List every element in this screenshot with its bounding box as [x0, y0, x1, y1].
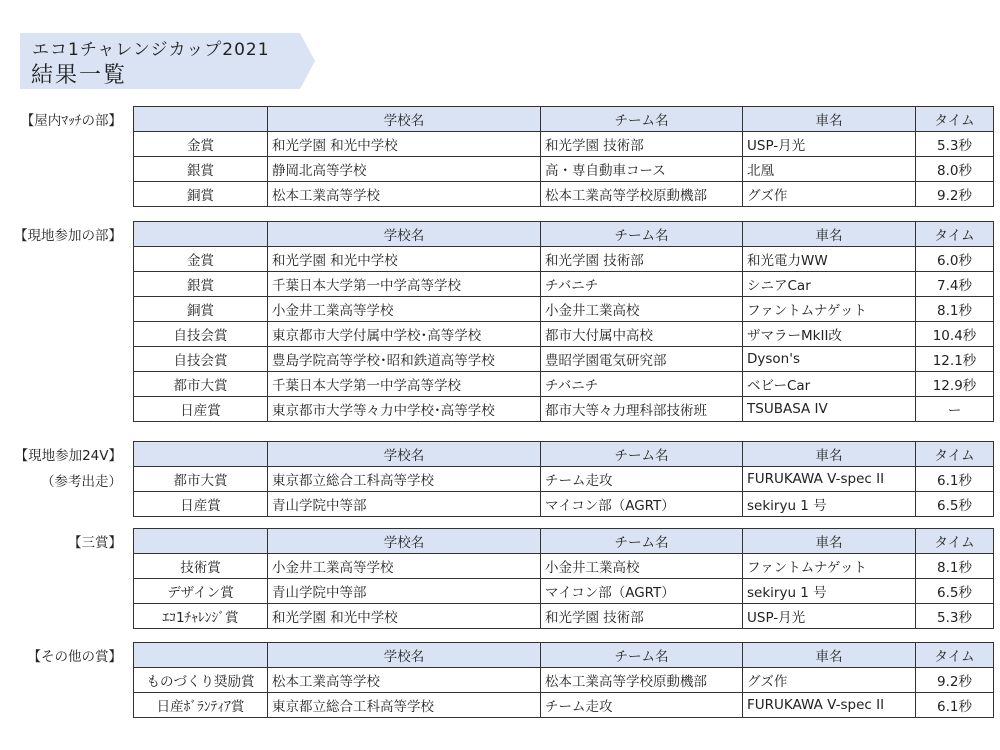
section-label: 【三賞】: [68, 535, 122, 551]
table-row: [134, 668, 994, 693]
time-cell: 6.5秒: [916, 492, 994, 517]
page-title: 結果一覧: [31, 63, 128, 88]
table-row: [134, 297, 994, 322]
table-row: [134, 372, 994, 397]
column-header-car: 車名: [743, 107, 916, 132]
column-header-car: 車名: [743, 442, 916, 467]
time-cell: 9.2秒: [916, 182, 994, 207]
time-cell: 5.3秒: [916, 132, 994, 157]
school-cell: 東京都立総合工科高等学校: [268, 467, 541, 492]
table-row: [134, 492, 994, 517]
table-header-row: [134, 529, 994, 554]
table-row: [134, 397, 994, 422]
school-cell: 東京都市大学等々力中学校･高等学校: [268, 397, 541, 422]
time-cell: 5.3秒: [916, 604, 994, 629]
award-cell: 銀賞: [134, 157, 268, 182]
column-header-award: [134, 222, 268, 247]
team-cell: 和光学園 技術部: [541, 247, 743, 272]
car-cell: グズ作: [743, 668, 916, 693]
school-cell: 小金井工業高等学校: [268, 297, 541, 322]
time-cell: 6.5秒: [916, 579, 994, 604]
award-cell: 日産ﾎﾞﾗﾝﾃｨｱ賞: [134, 693, 268, 718]
school-cell: 小金井工業高等学校: [268, 554, 541, 579]
column-header-school: 学校名: [268, 107, 541, 132]
school-cell: 青山学院中等部: [268, 492, 541, 517]
column-header-team: チーム名: [541, 222, 743, 247]
car-cell: FURUKAWA V-spec II: [743, 467, 916, 492]
column-header-car: 車名: [743, 529, 916, 554]
time-cell: 10.4秒: [916, 322, 994, 347]
time-cell: 6.1秒: [916, 467, 994, 492]
school-cell: 和光学園 和光中学校: [268, 604, 541, 629]
section-sublabel: （参考出走）: [41, 474, 122, 490]
school-cell: 静岡北高等学校: [268, 157, 541, 182]
column-header-school: 学校名: [268, 222, 541, 247]
car-cell: シニアCar: [743, 272, 916, 297]
school-cell: 豊島学院高等学校･昭和鉄道高等学校: [268, 347, 541, 372]
results-table: [133, 106, 994, 207]
team-cell: チーム走攻: [541, 467, 743, 492]
team-cell: 松本工業高等学校原動機部: [541, 668, 743, 693]
column-header-time: タイム: [916, 529, 994, 554]
column-header-team: チーム名: [541, 529, 743, 554]
car-cell: グズ作: [743, 182, 916, 207]
award-cell: 都市大賞: [134, 467, 268, 492]
column-header-team: チーム名: [541, 107, 743, 132]
column-header-award: [134, 529, 268, 554]
car-cell: USP-月光: [743, 132, 916, 157]
column-header-award: [134, 442, 268, 467]
award-cell: 金賞: [134, 132, 268, 157]
school-cell: 東京都市大学付属中学校･高等学校: [268, 322, 541, 347]
car-cell: sekiryu 1 号: [743, 492, 916, 517]
team-cell: 都市大等々力理科部技術班: [541, 397, 743, 422]
column-header-school: 学校名: [268, 529, 541, 554]
car-cell: ベビーCar: [743, 372, 916, 397]
column-header-school: 学校名: [268, 643, 541, 668]
time-cell: ー: [916, 397, 994, 422]
table-header-row: [134, 107, 994, 132]
column-header-award: [134, 107, 268, 132]
team-cell: 小金井工業高校: [541, 554, 743, 579]
team-cell: 和光学園 技術部: [541, 132, 743, 157]
column-header-car: 車名: [743, 643, 916, 668]
section-label: 【その他の賞】: [27, 649, 122, 665]
column-header-time: タイム: [916, 442, 994, 467]
award-cell: 自技会賞: [134, 347, 268, 372]
results-table: [133, 528, 994, 629]
time-cell: 12.9秒: [916, 372, 994, 397]
car-cell: USP-月光: [743, 604, 916, 629]
team-cell: チバニチ: [541, 372, 743, 397]
results-table: [133, 221, 994, 422]
table-row: [134, 247, 994, 272]
award-cell: ものづくり奨励賞: [134, 668, 268, 693]
table-header-row: [134, 643, 994, 668]
award-cell: 金賞: [134, 247, 268, 272]
table-row: [134, 693, 994, 718]
team-cell: 松本工業高等学校原動機部: [541, 182, 743, 207]
team-cell: 和光学園 技術部: [541, 604, 743, 629]
award-cell: 銅賞: [134, 297, 268, 322]
car-cell: sekiryu 1 号: [743, 579, 916, 604]
award-cell: 自技会賞: [134, 322, 268, 347]
table-row: [134, 579, 994, 604]
school-cell: 松本工業高等学校: [268, 182, 541, 207]
section-label: 【現地参加の部】: [14, 228, 122, 244]
section-label: 【現地参加24V】: [14, 448, 122, 464]
results-table: [133, 441, 994, 517]
team-cell: マイコン部（AGRT）: [541, 492, 743, 517]
results-table: [133, 642, 994, 718]
car-cell: ザマラーMkII改: [743, 322, 916, 347]
car-cell: FURUKAWA V-spec II: [743, 693, 916, 718]
time-cell: 6.1秒: [916, 693, 994, 718]
table-header-row: [134, 222, 994, 247]
award-cell: ｴｺ1ﾁｬﾚﾝｼﾞ賞: [134, 604, 268, 629]
time-cell: 9.2秒: [916, 668, 994, 693]
time-cell: 7.4秒: [916, 272, 994, 297]
team-cell: マイコン部（AGRT）: [541, 579, 743, 604]
column-header-award: [134, 643, 268, 668]
time-cell: 6.0秒: [916, 247, 994, 272]
table-row: [134, 467, 994, 492]
team-cell: チバニチ: [541, 272, 743, 297]
event-title: エコ1チャレンジカップ2021: [32, 40, 270, 60]
time-cell: 8.0秒: [916, 157, 994, 182]
team-cell: 高・専自動車コース: [541, 157, 743, 182]
team-cell: 都市大付属中高校: [541, 322, 743, 347]
school-cell: 松本工業高等学校: [268, 668, 541, 693]
team-cell: 小金井工業高校: [541, 297, 743, 322]
table-row: [134, 604, 994, 629]
time-cell: 8.1秒: [916, 554, 994, 579]
car-cell: TSUBASA IV: [743, 397, 916, 422]
column-header-car: 車名: [743, 222, 916, 247]
time-cell: 12.1秒: [916, 347, 994, 372]
table-row: [134, 347, 994, 372]
award-cell: デザイン賞: [134, 579, 268, 604]
award-cell: 銅賞: [134, 182, 268, 207]
table-header-row: [134, 442, 994, 467]
table-row: [134, 157, 994, 182]
school-cell: 東京都立総合工科高等学校: [268, 693, 541, 718]
table-row: [134, 554, 994, 579]
table-row: [134, 272, 994, 297]
award-cell: 都市大賞: [134, 372, 268, 397]
team-cell: 豊昭学園電気研究部: [541, 347, 743, 372]
school-cell: 千葉日本大学第一中学高等学校: [268, 272, 541, 297]
column-header-time: タイム: [916, 222, 994, 247]
award-cell: 日産賞: [134, 492, 268, 517]
table-row: [134, 322, 994, 347]
car-cell: 北凰: [743, 157, 916, 182]
school-cell: 和光学園 和光中学校: [268, 247, 541, 272]
award-cell: 日産賞: [134, 397, 268, 422]
column-header-school: 学校名: [268, 442, 541, 467]
column-header-team: チーム名: [541, 643, 743, 668]
section-label: 【屋内ﾏｯﾁの部】: [20, 113, 122, 129]
school-cell: 千葉日本大学第一中学高等学校: [268, 372, 541, 397]
school-cell: 青山学院中等部: [268, 579, 541, 604]
award-cell: 技術賞: [134, 554, 268, 579]
car-cell: 和光電力WW: [743, 247, 916, 272]
column-header-team: チーム名: [541, 442, 743, 467]
school-cell: 和光学園 和光中学校: [268, 132, 541, 157]
car-cell: ファントムナゲット: [743, 554, 916, 579]
award-cell: 銀賞: [134, 272, 268, 297]
time-cell: 8.1秒: [916, 297, 994, 322]
car-cell: ファントムナゲット: [743, 297, 916, 322]
team-cell: チーム走攻: [541, 693, 743, 718]
table-row: [134, 182, 994, 207]
column-header-time: タイム: [916, 643, 994, 668]
table-row: [134, 132, 994, 157]
car-cell: Dyson's: [743, 347, 916, 372]
column-header-time: タイム: [916, 107, 994, 132]
